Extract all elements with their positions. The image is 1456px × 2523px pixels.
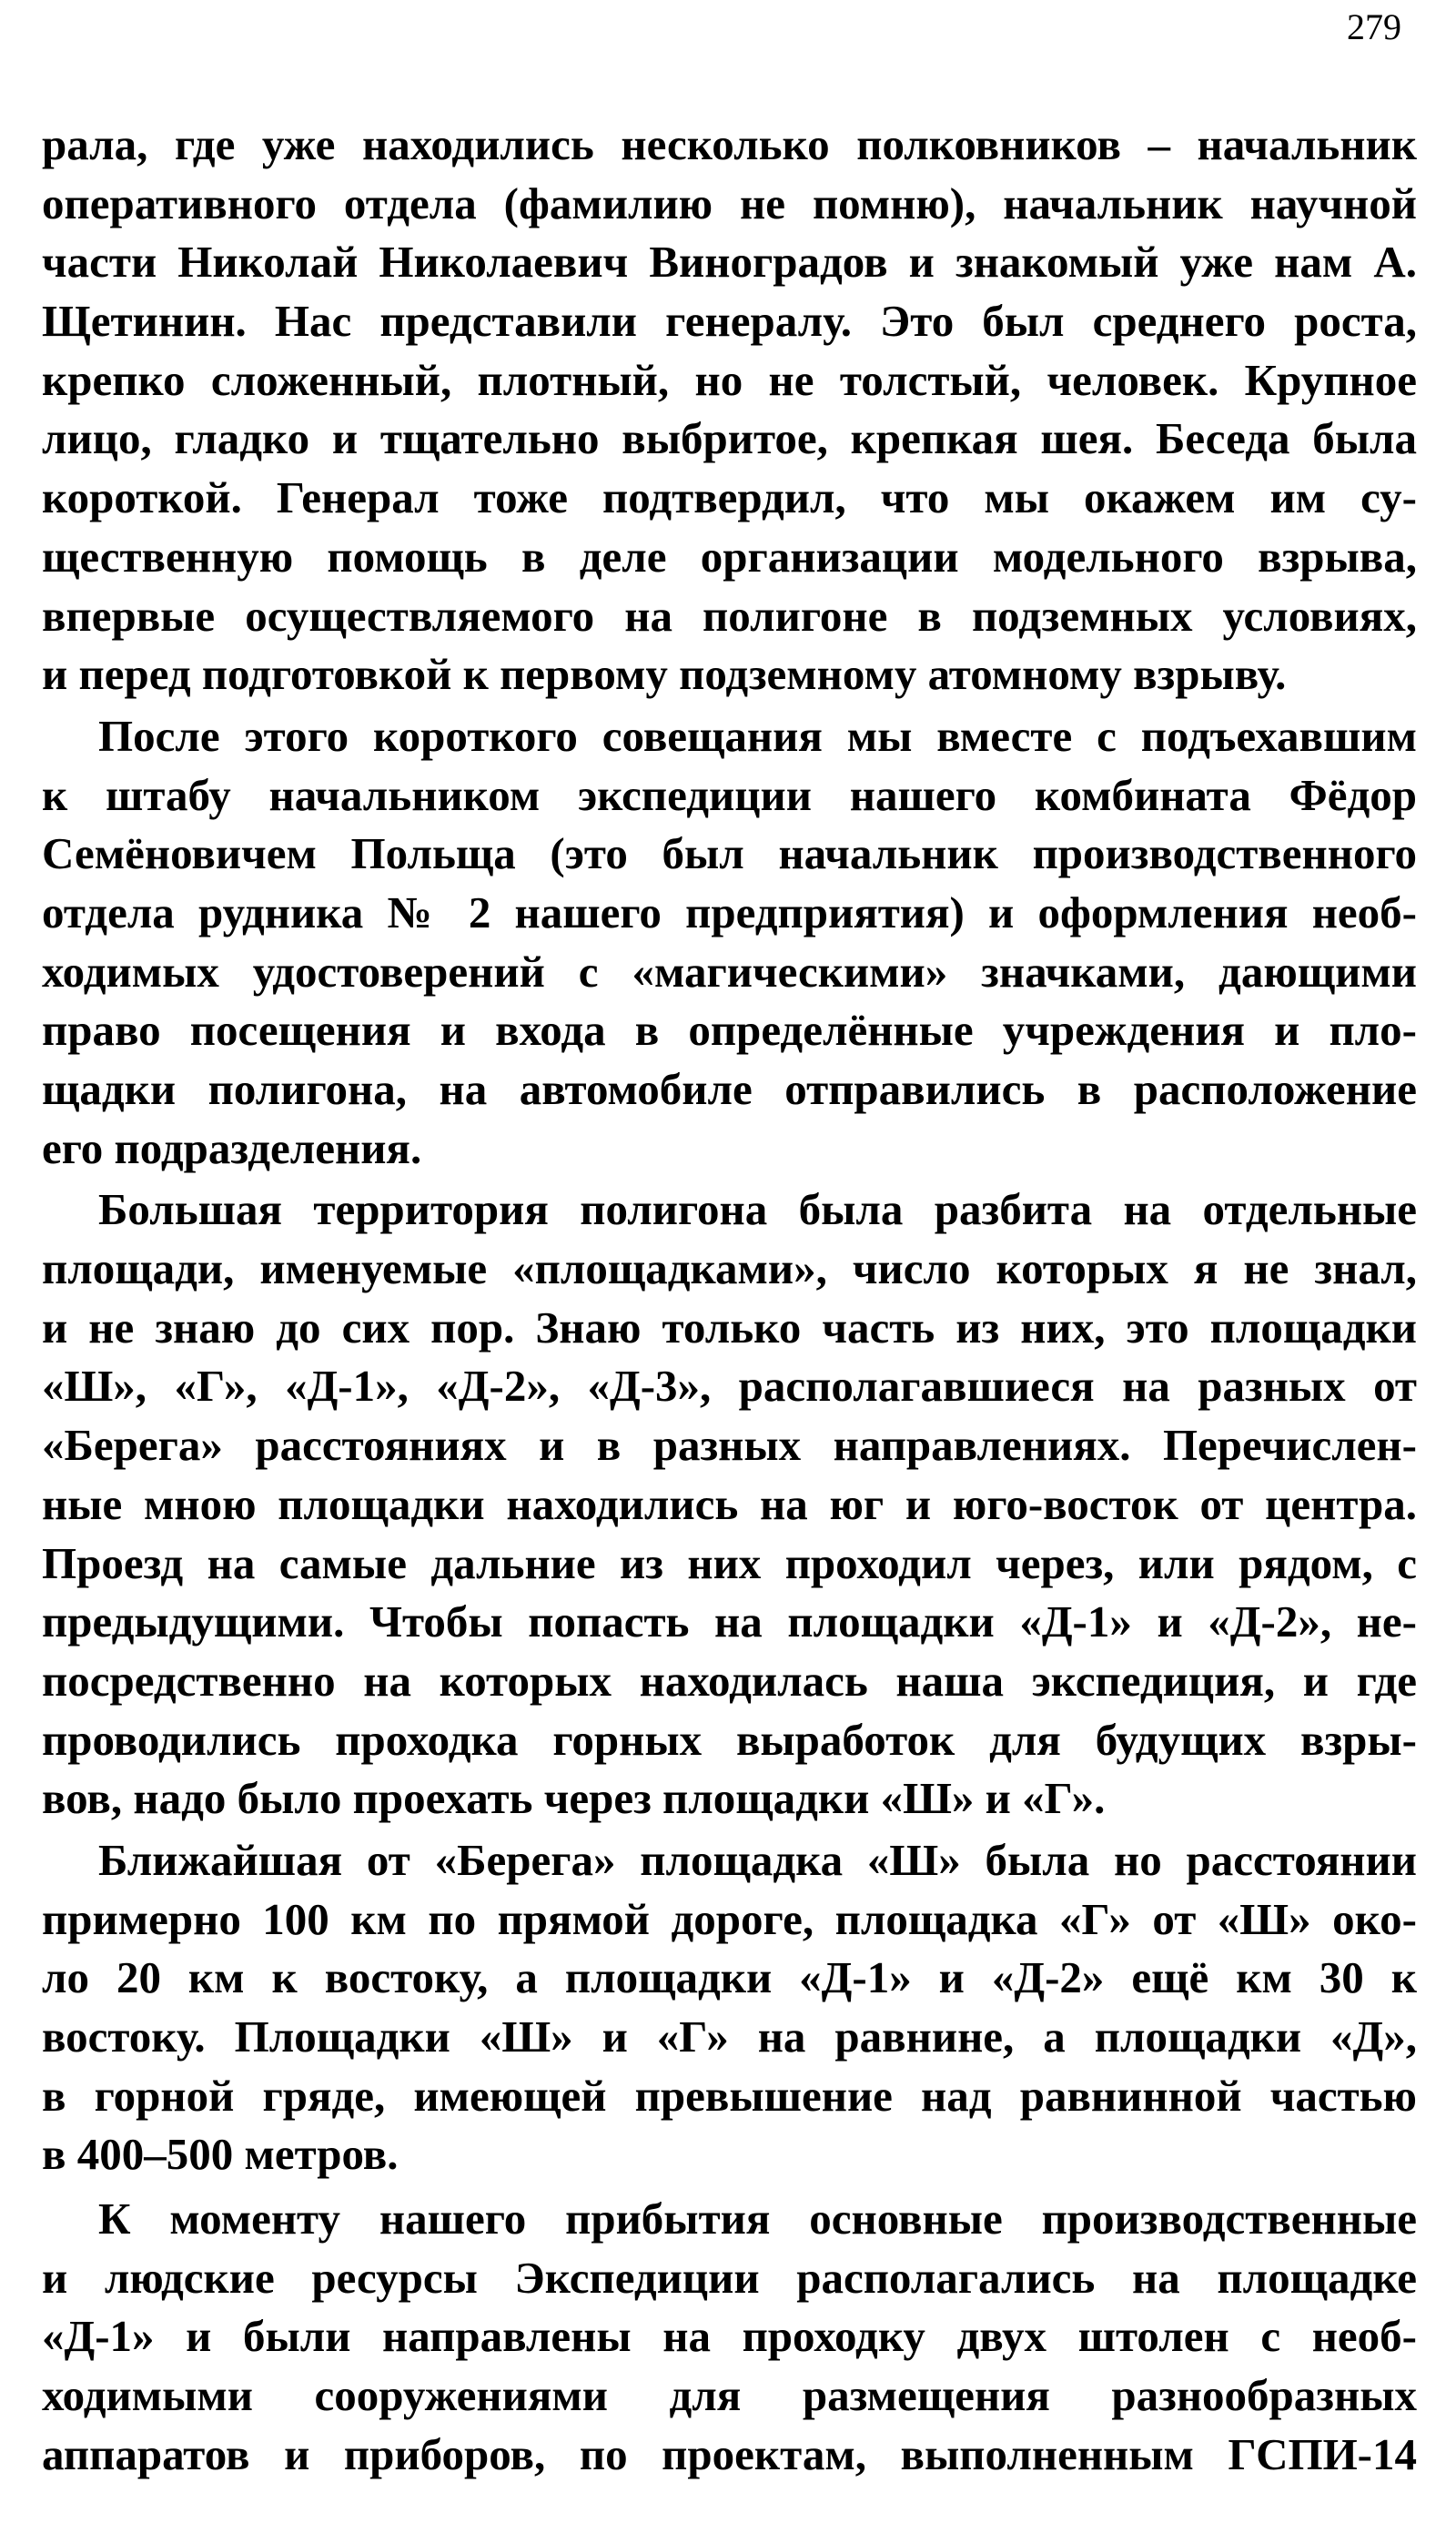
text-line: После этого короткого совещания мы вместе с подъехавшим <box>98 710 1417 761</box>
paragraph <box>42 1831 1417 2184</box>
text-line: оперативного отдела (фамилию не помню), начальник научной <box>42 177 1417 228</box>
text-line: впервые осуществляемого на полигоне в подземных условиях, <box>42 590 1417 641</box>
text-line: посредственно на которых находилась наша экспедиция, и где <box>42 1655 1417 1706</box>
text-line: в 400–500 метров. <box>42 2129 399 2180</box>
text-line: востоку. Площадки «Ш» и «Г» на равнине, а площадки «Д», <box>42 2011 1417 2062</box>
paragraph <box>42 2190 1417 2484</box>
text-line: площади, именуемые «площадками», число которых я не знал, <box>42 1243 1417 1294</box>
text-line: крепко сложенный, плотный, но не толстый, человек. Крупное <box>42 354 1417 405</box>
paragraph <box>42 116 1417 704</box>
text-line: вов, надо было проехать через площадки «Ш» и «Г». <box>42 1773 1106 1824</box>
paragraph <box>42 1180 1417 1829</box>
text-line: в горной гряде, имеющей превышение над равнинной частью <box>42 2070 1417 2121</box>
text-line: части Николай Николаевич Виноградов и знакомый уже нам А. <box>42 237 1417 288</box>
text-line: право посещения и входа в определённые учреждения и пло- <box>42 1005 1417 1056</box>
text-line: лицо, гладко и тщательно выбритое, крепкая шея. Беседа была <box>42 413 1417 464</box>
text-line: «Берега» расстояниях и в разных направлениях. Перечислен- <box>42 1420 1417 1471</box>
text-line: Проезд на самые дальние из них проходил через, или рядом, с <box>42 1537 1417 1588</box>
text-line: предыдущими. Чтобы попасть на площадки «Д-1» и «Д-2», не- <box>42 1596 1417 1647</box>
text-line: к штабу начальником экспедиции нашего комбината Фёдор <box>42 769 1417 820</box>
text-line: «Ш», «Г», «Д-1», «Д-2», «Д-3», располагавшиеся на разных от <box>42 1361 1417 1412</box>
text-line: и не знаю до сих пор. Знаю только часть из них, это площадки <box>42 1302 1417 1353</box>
body-text <box>42 116 1417 2485</box>
text-line: щественную помощь в деле организации модельного взрыва, <box>42 531 1417 582</box>
text-line: аппаратов и приборов, по проектам, выполненным ГСПИ-14 <box>42 2428 1417 2479</box>
text-line: «Д-1» и были направлены на проходку двух штолен с необ- <box>42 2311 1417 2362</box>
text-line: отдела рудника № 2 нашего предприятия) и оформления необ- <box>42 887 1417 937</box>
text-line: ные мною площадки находились на юг и юго-восток от центра. <box>42 1478 1417 1529</box>
text-line: и перед подготовкой к первому подземному атомному взрыву. <box>42 649 1287 700</box>
text-line: ходимыми сооружениями для размещения разнообразных <box>42 2370 1417 2421</box>
text-line: Семёновичем Польща (это был начальник производственного <box>42 828 1417 879</box>
page-number: 279 <box>1347 6 1401 47</box>
text-line: короткой. Генерал тоже подтвердил, что мы окажем им су- <box>42 472 1417 523</box>
text-line: Ближайшая от «Берега» площадка «Ш» была но расстоянии <box>98 1834 1417 1885</box>
text-line: примерно 100 км по прямой дороге, площадка «Г» от «Ш» око- <box>42 1893 1417 1944</box>
text-line: щадки полигона, на автомобиле отправились в расположение <box>42 1064 1417 1114</box>
text-line: Большая территория полигона была разбита на отдельные <box>98 1184 1417 1235</box>
text-line: рала, где уже находились несколько полковников – начальник <box>42 119 1417 169</box>
text-line: К моменту нашего прибытия основные производственные <box>98 2194 1417 2244</box>
text-line: и людские ресурсы Экспедиции располагались на площадке <box>42 2252 1417 2303</box>
paragraph <box>42 707 1417 1179</box>
text-line: его подразделения. <box>42 1122 422 1173</box>
text-line: Щетинин. Нас представили генералу. Это был среднего роста, <box>42 296 1417 347</box>
text-line: ло 20 км к востоку, а площадки «Д-1» и «Д-2» ещё км 30 к <box>42 1952 1417 2003</box>
text-line: ходимых удостоверений с «магическими» значками, дающими <box>42 946 1417 997</box>
text-line: проводились проходка горных выработок для будущих взры- <box>42 1714 1417 1765</box>
